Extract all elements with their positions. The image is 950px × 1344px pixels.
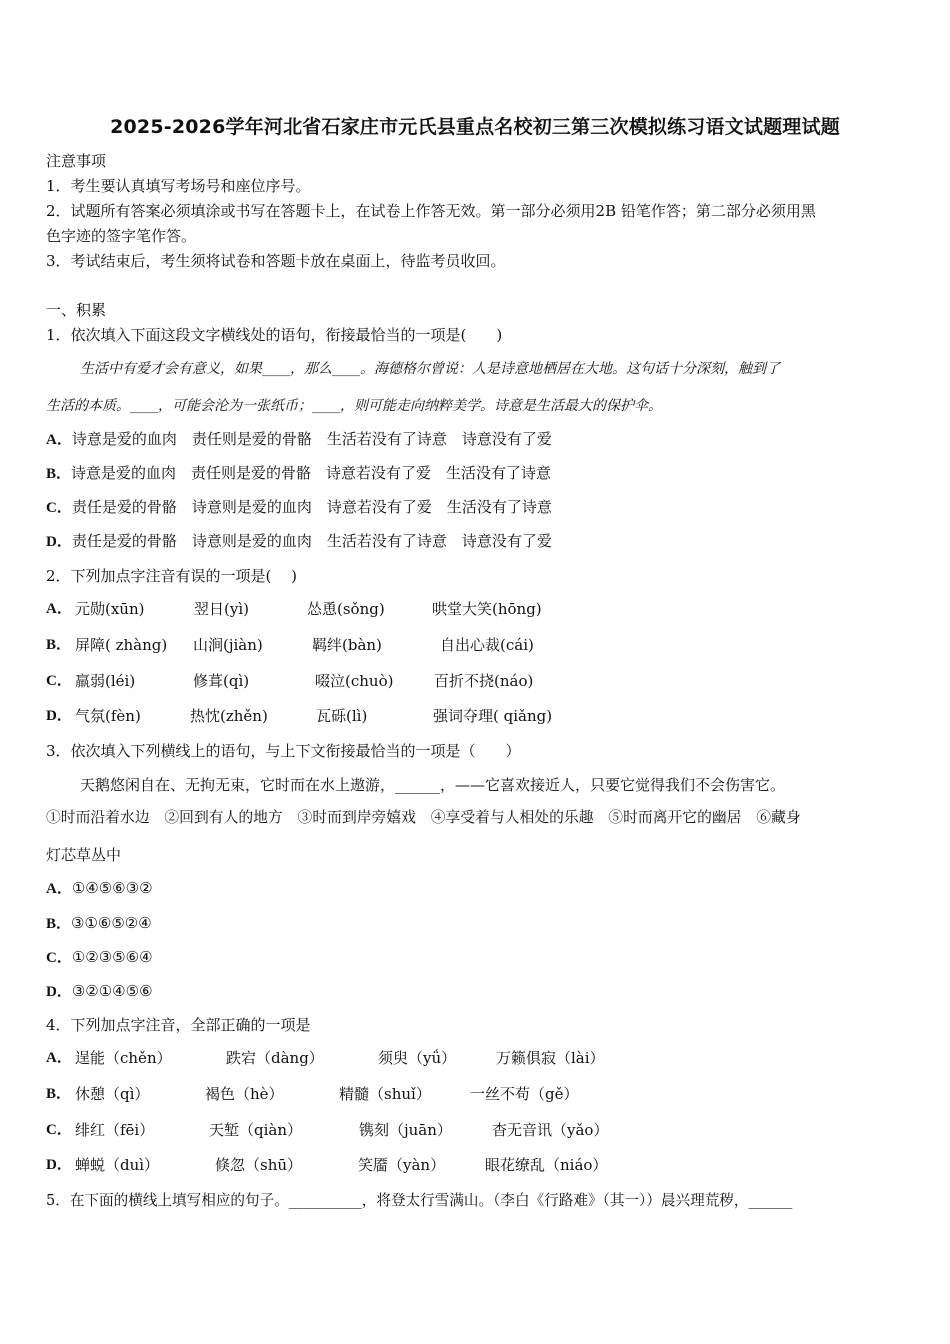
q1-option-c-text: 责任是爱的骨骼 诗意则是爱的血肉 诗意若没有了爱 生活没有了诗意	[71, 498, 552, 516]
q2-option-d-item-3: 瓦砾(lì)	[316, 707, 368, 725]
section-heading: 一、积累	[46, 301, 107, 319]
notice-heading: 注意事项	[46, 152, 107, 170]
q3-option-d-label: D．	[46, 984, 72, 1000]
q3-option-c-text: ①②③⑤⑥④	[71, 948, 153, 966]
q1-option-b-label: B．	[46, 466, 72, 482]
q4-option-a-item-4: 万籁俱寂（lài）	[496, 1049, 605, 1067]
q4-option-b-item-4: 一丝不苟（gě）	[470, 1085, 579, 1103]
q2-option-c-item-4: 百折不挠(náo)	[434, 672, 534, 690]
q1-option-d-label: D．	[46, 534, 72, 550]
q2-option-b-item-3: 羁绊(bàn)	[312, 636, 382, 654]
q3-option-c[interactable]	[46, 947, 153, 968]
q2-option-b-item-2: 山涧(jiàn)	[193, 636, 263, 654]
q2-option-a-item-2: 翌日(yì)	[194, 600, 249, 618]
q3-option-a-text: ①④⑤⑥③②	[71, 879, 153, 897]
q2-option-a-item-3: 怂恿(sǒng)	[307, 600, 385, 618]
notice-item-2-cont: 色字迹的签字笔作答。	[46, 227, 197, 245]
q2-option-c-item-2: 修葺(qì)	[193, 672, 250, 690]
q2-option-a-item-4: 哄堂大笑(hōng)	[432, 600, 542, 618]
q4-option-b-item-3: 精髓（shuǐ）	[339, 1085, 431, 1103]
q1-option-c[interactable]	[46, 497, 552, 518]
q2-option-c-item-1: 羸弱(léi)	[75, 672, 136, 690]
q2-option-b-label: B．	[46, 637, 72, 653]
q3-option-b[interactable]	[46, 913, 152, 934]
q4-option-a-label: A．	[46, 1050, 72, 1066]
q5-stem: 5．在下面的横线上填写相应的句子。__________，将登太行雪满山。（李白《行路难》（其一））晨兴理荒秽，______	[46, 1192, 793, 1209]
q3-option-a[interactable]	[46, 878, 153, 899]
q4-option-c-item-2: 天堑（qiàn）	[209, 1121, 303, 1139]
q1-option-c-label: C．	[46, 500, 72, 516]
q2-option-d-item-2: 热忱(zhěn)	[190, 707, 268, 725]
q2-option-c-item-3: 啜泣(chuò)	[315, 672, 394, 690]
q4-option-d-label: D．	[46, 1157, 72, 1173]
q4-option-d-item-3: 笑靥（yàn）	[358, 1156, 446, 1174]
q1-option-a[interactable]	[46, 429, 552, 450]
q3-option-b-label: B．	[46, 916, 72, 932]
q1-option-a-label: A．	[46, 432, 72, 448]
q2-option-b-item-4: 自出心裁(cái)	[440, 636, 534, 654]
q4-option-b-item-1: 休憩（qì）	[75, 1085, 150, 1103]
q3-option-c-label: C．	[46, 950, 72, 966]
notice-item-2: 2．试题所有答案必须填涂或书写在答题卡上，在试卷上作答无效。第一部分必须用2B 铅笔作答；第二部分必须用黑	[46, 202, 816, 220]
q1-option-a-text: 诗意是爱的血肉 责任则是爱的骨骼 生活若没有了诗意 诗意没有了爱	[71, 430, 552, 448]
q1-option-d-text: 责任是爱的骨骼 诗意则是爱的血肉 生活若没有了诗意 诗意没有了爱	[71, 532, 552, 550]
q4-option-a-item-1: 逞能（chěn）	[75, 1049, 172, 1067]
q1-passage-line2: 生活的本质。____，可能会沦为一张纸币；____，则可能走向纳粹美学。诗意是生活最大的保护伞。	[46, 398, 662, 414]
q2-stem: 2．下列加点字注音有误的一项是( )	[46, 567, 298, 585]
q1-option-d[interactable]	[46, 531, 552, 552]
q4-option-b-item-2: 褐色（hè）	[205, 1085, 284, 1103]
q4-option-c-item-3: 镌刻（juān）	[359, 1121, 452, 1139]
q2-option-d-item-4: 强词夺理( qiǎng)	[433, 707, 553, 725]
q2-option-b-item-1: 屏障( zhàng)	[75, 636, 168, 654]
q1-passage-line1: 生活中有爱才会有意义，如果____，那么____。海德格尔曾说：人是诗意地栖居在大地。这句话十分深刻，触到了	[80, 361, 780, 377]
q4-option-d-item-2: 倏忽（shū）	[215, 1156, 303, 1174]
q4-stem: 4．下列加点字注音，全部正确的一项是	[46, 1016, 311, 1034]
q3-stem: 3．依次填入下列横线上的语句，与上下文衔接最恰当的一项是（ ）	[46, 742, 521, 760]
q3-choices-line1: ①时而沿着水边 ②回到有人的地方 ③时而到岸旁嬉戏 ④享受着与人相处的乐趣 ⑤时而离开它的幽居 ⑥藏身	[46, 809, 801, 826]
q3-option-b-text: ③①⑥⑤②④	[71, 914, 152, 932]
q4-option-d-item-1: 蝉蜕（duì）	[75, 1156, 160, 1174]
q4-option-a-item-2: 跌宕（dàng）	[226, 1049, 324, 1067]
q2-option-d-item-1: 气氛(fèn)	[75, 707, 141, 725]
q3-choices-line2: 灯芯草丛中	[46, 846, 122, 864]
q2-option-a-label: A．	[46, 601, 72, 617]
q4-option-c-item-1: 绯红（fēi）	[75, 1121, 155, 1139]
q3-passage: 天鹅悠闲自在、无拘无束，它时而在水上遨游，______，——它喜欢接近人，只要它觉得我们不会伤害它。	[80, 776, 786, 794]
q1-stem: 1．依次填入下面这段文字横线处的语句，衔接最恰当的一项是( )	[46, 326, 503, 344]
notice-item-1: 1．考生要认真填写考场号和座位序号。	[46, 177, 311, 195]
q2-option-a-item-1: 元勋(xūn)	[75, 600, 145, 618]
q1-option-b[interactable]	[46, 463, 551, 484]
q3-option-a-label: A．	[46, 881, 72, 897]
q4-option-c-label: C．	[46, 1122, 72, 1138]
q3-option-d-text: ③②①④⑤⑥	[71, 982, 153, 1000]
q4-option-d-item-4: 眼花缭乱（niáo）	[485, 1156, 608, 1174]
q4-option-b-label: B．	[46, 1086, 72, 1102]
q3-option-d[interactable]	[46, 981, 153, 1002]
q4-option-c-item-4: 杳无音讯（yǎo）	[492, 1121, 609, 1139]
q1-option-b-text: 诗意是爱的血肉 责任则是爱的骨骼 诗意若没有了爱 生活没有了诗意	[71, 464, 552, 482]
page-title: 2025-2026学年河北省石家庄市元氏县重点名校初三第三次模拟练习语文试题理试题	[110, 116, 840, 138]
q4-option-a-item-3: 须臾（yǘ）	[378, 1049, 457, 1067]
q2-option-c-label: C．	[46, 673, 72, 689]
notice-item-3: 3．考试结束后，考生须将试卷和答题卡放在桌面上，待监考员收回。	[46, 252, 506, 270]
q2-option-d-label: D．	[46, 708, 72, 724]
